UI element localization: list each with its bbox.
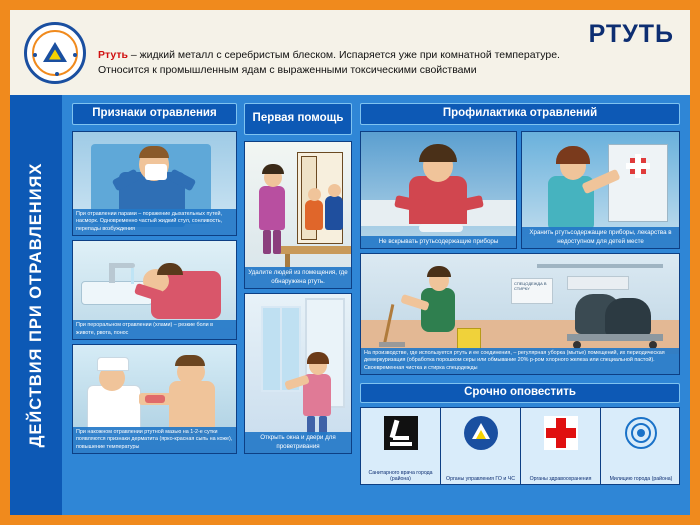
caption-skin-contact-poisoning: При накожном отравлении ртутной мазью на 1-2-е сутки появляются признаки дерматита (ярко-красная сыпь на коже), повышение температуры <box>73 427 236 453</box>
intro-text <box>98 48 568 78</box>
notify-label-emercom: Органы управления ГО и ЧС <box>446 475 515 482</box>
frame-bottom <box>0 515 700 525</box>
frame-right <box>690 0 700 525</box>
section-title-prevention: Профилактика отравлений <box>360 103 680 125</box>
section-title-signs: Признаки отравления <box>72 103 237 125</box>
notify-label-sanitary-doctor: Санитарного врача города (района) <box>368 469 433 482</box>
caption-store-safely: Хранить ртутьсодержащие приборы, лекарства в недоступном для детей месте <box>522 227 679 248</box>
frame-top <box>0 0 700 10</box>
caption-do-not-open-devices: Не вскрывать ртутьсодержащие приборы <box>361 236 516 248</box>
notify-label-health: Органы здравоохранения <box>529 475 592 482</box>
photo-oral-poisoning <box>72 240 237 340</box>
side-title-bar <box>10 95 62 515</box>
intro-body: – жидкий металл с серебристым блеском. Испаряется уже при комнатной температуре. Относится к промышленным ядам с выраженными токсическими свойствами <box>98 49 560 77</box>
notify-row <box>360 407 680 485</box>
header <box>10 10 690 95</box>
microscope-icon <box>384 416 418 450</box>
emercom-icon <box>464 416 498 450</box>
photo-vapor-poisoning <box>72 131 237 236</box>
notify-item-police[interactable] <box>601 408 681 484</box>
content-area <box>62 95 690 515</box>
photo-skin-contact-poisoning <box>72 344 237 454</box>
section-title-notify: Срочно оповестить <box>360 383 680 403</box>
page-title: РТУТЬ <box>588 20 674 48</box>
side-title-label: ДЕЙСТВИЯ ПРИ ОТРАВЛЕНИЯХ <box>27 162 45 448</box>
photo-do-not-open-devices <box>360 131 517 249</box>
caption-oral-poisoning: При пероральном отравлении (хлами) – резкие боли в животе, рвота, понос <box>73 320 236 339</box>
emercom-emblem <box>24 22 86 84</box>
photo-open-windows <box>244 293 352 454</box>
photo-workplace-cleaning: СПЕЦОДЕЖДА В СТИРКУ На производстве, где используется ртуть и ее соединения, – регулярная уборка (мытье) помещений, их периодическая демеркуризация (обработка порошком серы или обмывание 20% р-ром хлорного железа или специальной пастой). Своевременная чистка и стирка спецодежды <box>360 253 680 375</box>
caption-evacuate-people: Удалите людей из помещения, где обнаружена ртуть. <box>245 267 351 288</box>
caption-open-windows: Открыть окна и двери для проветривания <box>245 432 351 453</box>
intro-highlight: Ртуть <box>98 49 128 61</box>
caption-workplace-cleaning: На производстве, где используется ртуть и ее соединения, – регулярная уборка (мытье) помещений, их периодическая демеркуризация (обработка порошком серы или обмывание 20% р-ром хлорного железа или специальной пастой). Своевременная чистка и стирка спецодежды <box>361 348 679 374</box>
caption-vapor-poisoning: При отравлении парами – поражение дыхательных путей, насморк. Одновременно частый жидкий стул, сонливость, перепады возбуждения <box>73 209 236 235</box>
siren-icon <box>624 416 658 450</box>
notify-label-police: Милицию города (района) <box>609 475 673 482</box>
photo-evacuate-people <box>244 141 352 289</box>
red-cross-icon <box>544 416 578 450</box>
section-title-first-aid: Первая помощь <box>244 103 352 135</box>
notify-item-emercom[interactable] <box>441 408 521 484</box>
notify-item-health[interactable] <box>521 408 601 484</box>
photo-store-safely <box>521 131 680 249</box>
notify-item-sanitary-doctor[interactable] <box>361 408 441 484</box>
frame-left <box>0 0 10 525</box>
